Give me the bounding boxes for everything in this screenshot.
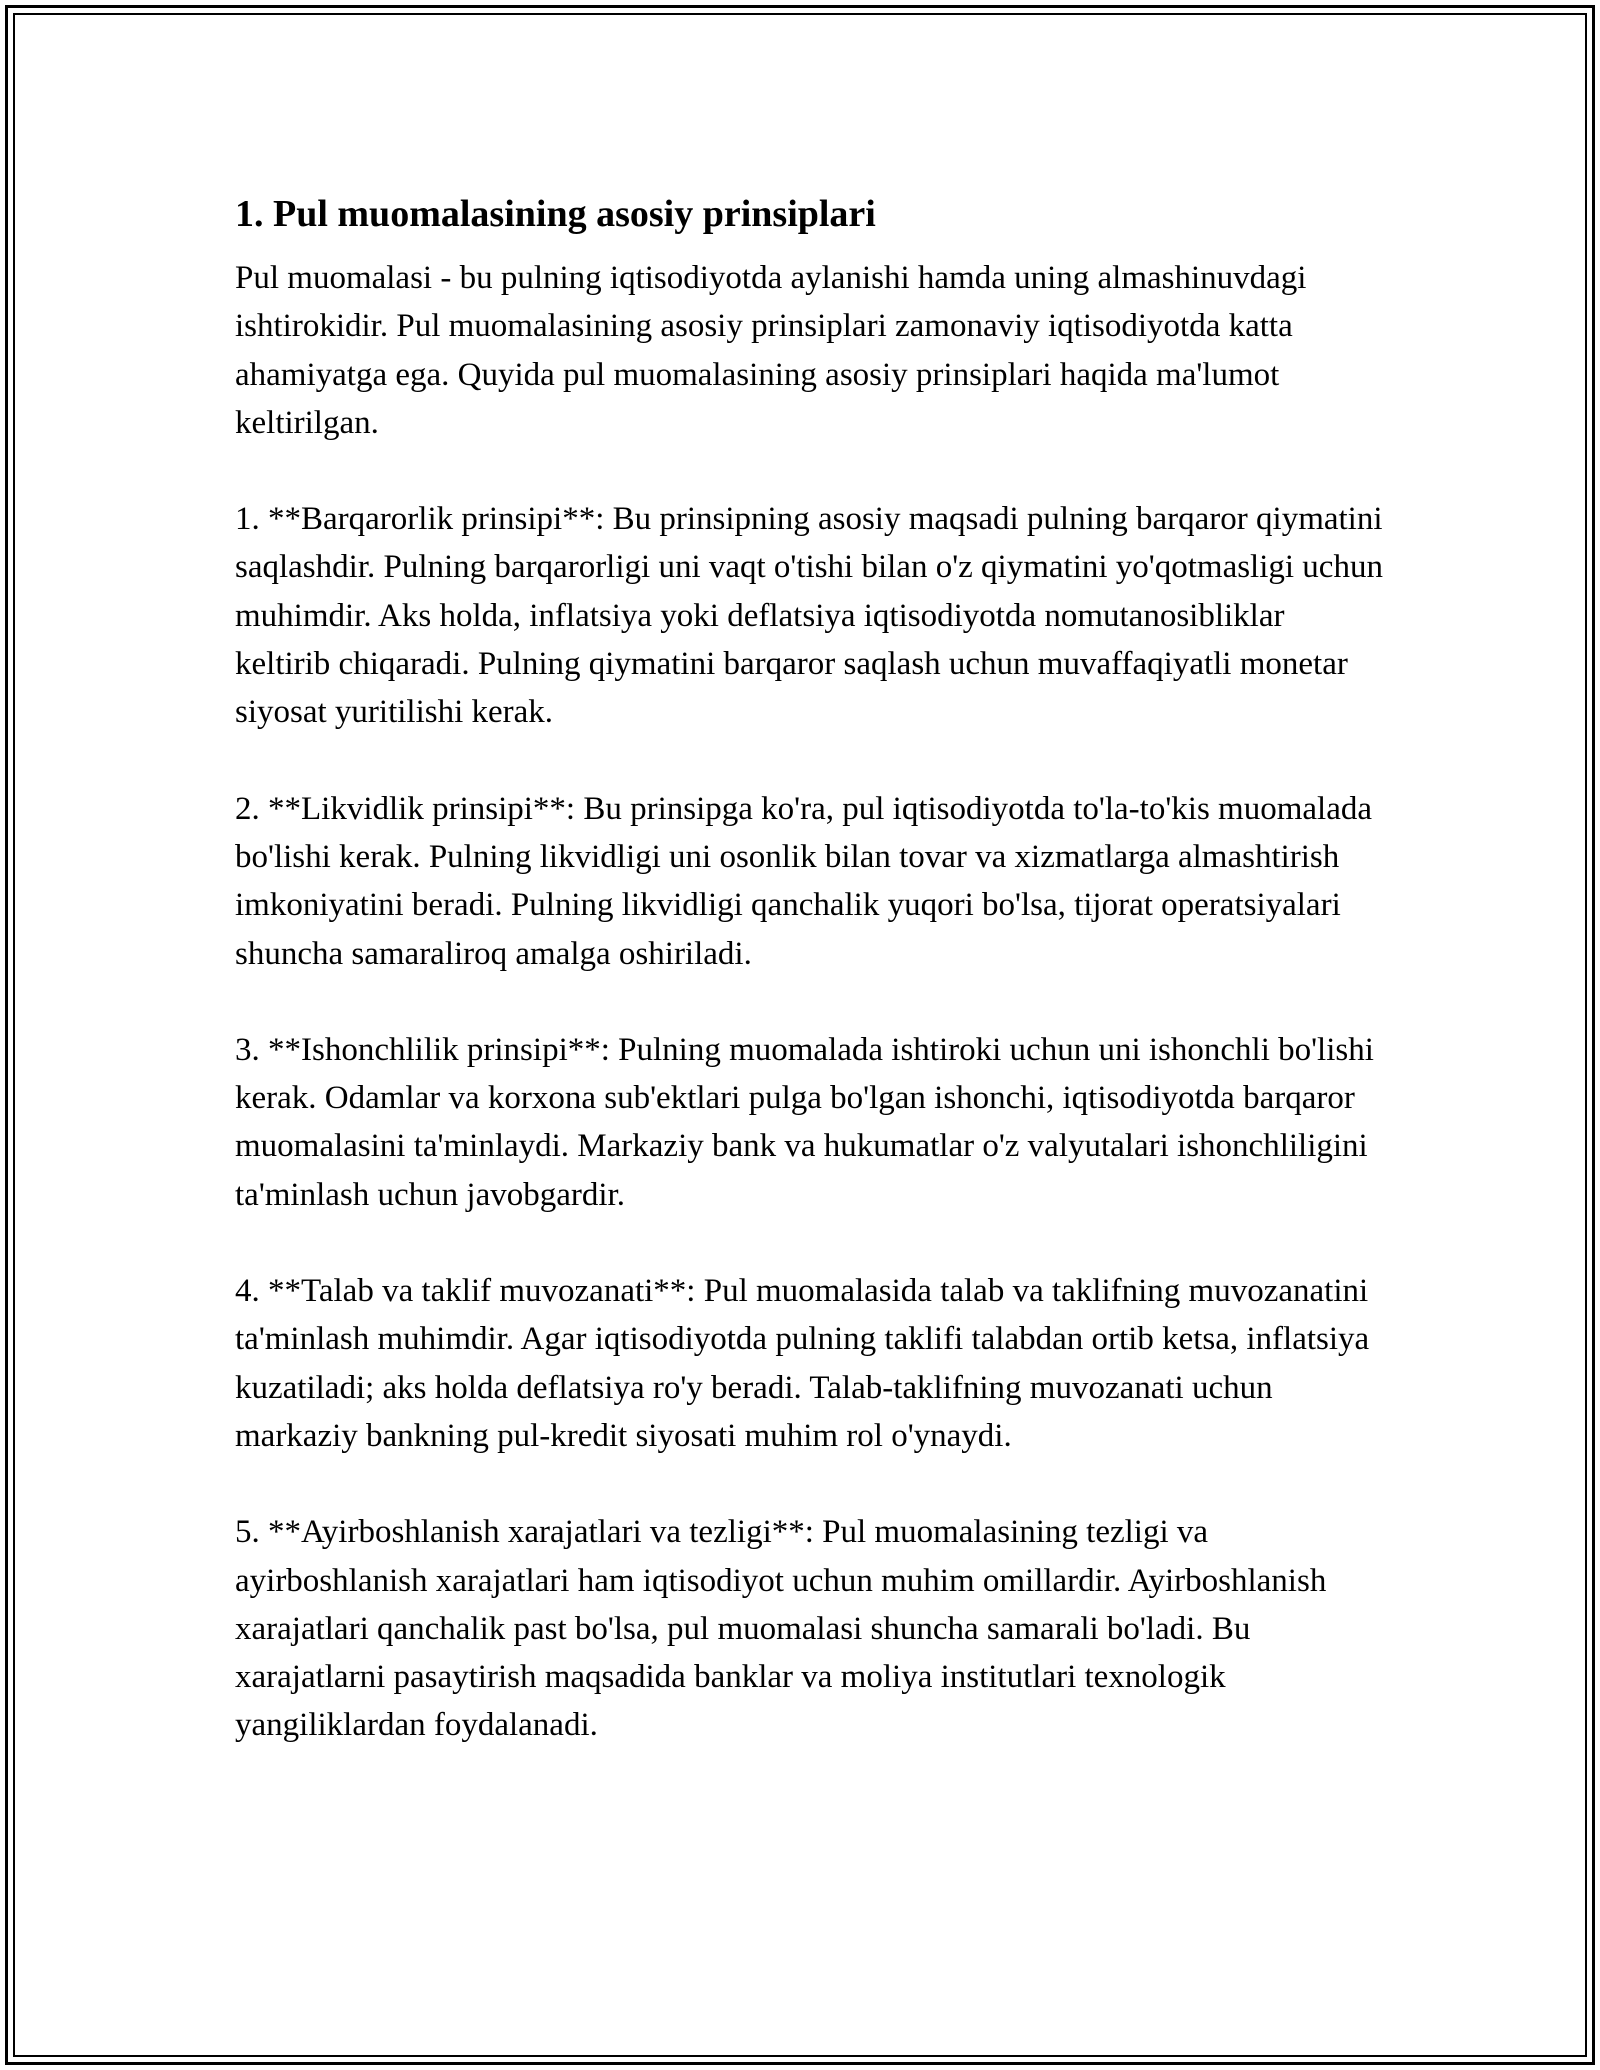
principle-paragraph-4: 4. **Talab va taklif muvozanati**: Pul muomalasida talab va taklifning muvozanatini ta'minlash muhimdir. Agar iqtisodiyotda pulning taklifi talabdan ortib ketsa, inflatsiya kuzatiladi; aks holda deflatsiya ro'y beradi. Talab-taklifning muvozanati uchun markaziy bankning pul-kredit siyosati muhim rol o'ynaydi. bbox=[235, 1273, 1370, 1454]
document-title: 1. Pul muomalasining asosiy prinsiplari bbox=[235, 193, 876, 235]
principle-paragraph-5: 5. **Ayirboshlanish xarajatlari va tezligi**: Pul muomalasining tezligi va ayirboshlanish xarajatlari ham iqtisodiyot uchun muhim omillardir. Ayirboshlanish xarajatlari qanchalik past bo'lsa, pul muomalasi shuncha samarali bo'ladi. Bu xarajatlarni pasaytirish maqsadida banklar va moliya institutlari texnologik yangiliklardan foydalanadi. bbox=[235, 1514, 1327, 1744]
document-body bbox=[235, 186, 1385, 1798]
principle-paragraph-1: 1. **Barqarorlik prinsipi**: Bu prinsipning asosiy maqsadi pulning barqaror qiymatini saqlashdir. Pulning barqarorligi uni vaqt o'tishi bilan o'z qiymatini yo'qotmasligi uchun muhimdir. Aks holda, inflatsiya yoki deflatsiya iqtisodiyotda nomutanosibliklar keltirib chiqaradi. Pulning qiymatini barqaror saqlash uchun muvaffaqiyatli monetar siyosat yuritilishi kerak. bbox=[235, 501, 1383, 731]
intro-paragraph: Pul muomalasi - bu pulning iqtisodiyotda aylanishi hamda uning almashinuvdagi ishtirokidir. Pul muomalasining asosiy prinsiplari zamonaviy iqtisodiyotda katta ahamiyatga ega. Quyida pul muomalasining asosiy prinsiplari haqida ma'lumot keltirilgan. bbox=[235, 260, 1307, 441]
principle-paragraph-3: 3. **Ishonchlilik prinsipi**: Pulning muomalada ishtiroki uchun uni ishonchli bo'lishi kerak. Odamlar va korxona sub'ektlari pulga bo'lgan ishonchi, iqtisodiyotda barqaror muomalasini ta'minlaydi. Markaziy bank va hukumatlar o'z valyutalari ishonchliligini ta'minlash uchun javobgardir. bbox=[235, 1031, 1374, 1213]
principle-paragraph-2: 2. **Likvidlik prinsipi**: Bu prinsipga ko'ra, pul iqtisodiyotda to'la-to'kis muomalada bo'lishi kerak. Pulning likvidligi uni osonlik bilan tovar va xizmatlarga almashtirish imkoniyatini beradi. Pulning likvidligi qanchalik yuqori bo'lsa, tijorat operatsiyalari shuncha samaraliroq amalga oshiriladi. bbox=[235, 790, 1372, 972]
